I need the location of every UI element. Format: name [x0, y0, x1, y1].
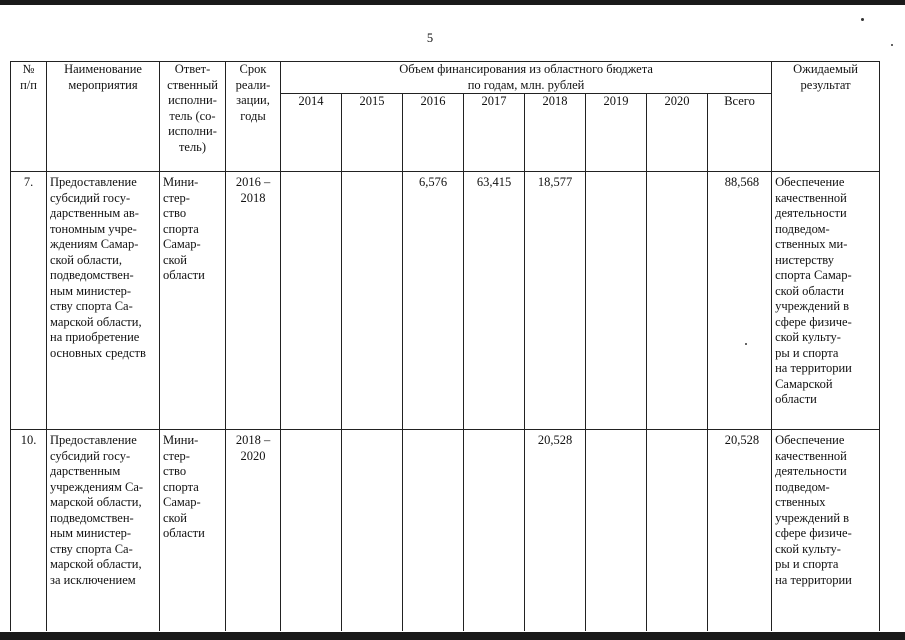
row-value-2014 — [281, 430, 342, 632]
row-value-2019 — [586, 430, 647, 632]
header-num: № п/п — [11, 62, 47, 172]
row-value-2019 — [586, 172, 647, 430]
row-value-2015 — [342, 430, 403, 632]
row-result: Обеспечение качественной деятельности подведом- ственных ми- нистерству спорта Самар- ской области учреждений в сфере физиче- ской культу- ры и спорта на территории Самарской области — [772, 172, 880, 430]
header-year: 2015 — [342, 94, 403, 172]
row-value-2018: 20,528 — [525, 430, 586, 632]
row-value-2016: 6,576 — [403, 172, 464, 430]
row-term: 2018 – 2020 — [226, 430, 281, 632]
row-responsible: Мини- стер- ство спорта Самар- ской области — [160, 172, 226, 430]
scan-top-edge — [0, 0, 905, 5]
row-value-2014 — [281, 172, 342, 430]
table-row — [11, 172, 880, 430]
header-funding: Объем финансирования из областного бюджета по годам, млн. рублей — [281, 62, 772, 94]
row-result: Обеспечение качественной деятельности подведом- ственных учреждений в сфере физиче- ской культу- ры и спорта на территории — [772, 430, 880, 632]
row-responsible: Мини- стер- ство спорта Самар- ской области — [160, 430, 226, 632]
header-year: 2017 — [464, 94, 525, 172]
header-year: 2019 — [586, 94, 647, 172]
row-number: 10. — [11, 430, 47, 632]
scan-speck — [861, 18, 864, 21]
table-row — [11, 430, 880, 632]
row-name: Предоставление субсидий госу- дарственным учреждениям Са- марской области, подведомствен- ным министер- ству спорта Са- марской области, за исключением — [47, 430, 160, 632]
header-result: Ожидаемый результат — [772, 62, 880, 172]
row-value-2018: 18,577 — [525, 172, 586, 430]
header-year: 2014 — [281, 94, 342, 172]
row-number: 7. — [11, 172, 47, 430]
header-year: 2016 — [403, 94, 464, 172]
header-row — [11, 62, 880, 94]
row-name: Предоставление субсидий госу- дарственным ав- тономным учре- ждениям Самар- ской области, подведомствен- ным министер- ству спорта Са- марской области, на приобретение основных средств — [47, 172, 160, 430]
row-value-2017: 63,415 — [464, 172, 525, 430]
row-value-total: 20,528 — [708, 430, 772, 632]
header-term: Срок реали- зации, годы — [226, 62, 281, 172]
row-term: 2016 – 2018 — [226, 172, 281, 430]
header-year: 2020 — [647, 94, 708, 172]
row-value-total: 88,568 — [708, 172, 772, 430]
row-value-2016 — [403, 430, 464, 632]
header-total: Всего — [708, 94, 772, 172]
header-responsible: Ответ- ственный исполни- тель (со- исполни- тель) — [160, 62, 226, 172]
scan-bottom-edge — [0, 632, 905, 640]
header-name: Наименование мероприятия — [47, 62, 160, 172]
row-value-2017 — [464, 430, 525, 632]
row-value-2015 — [342, 172, 403, 430]
row-value-2020 — [647, 430, 708, 632]
budget-table — [10, 61, 880, 631]
row-value-2020 — [647, 172, 708, 430]
header-year: 2018 — [525, 94, 586, 172]
page-number: 5 — [426, 31, 434, 45]
scan-speck — [891, 44, 893, 46]
